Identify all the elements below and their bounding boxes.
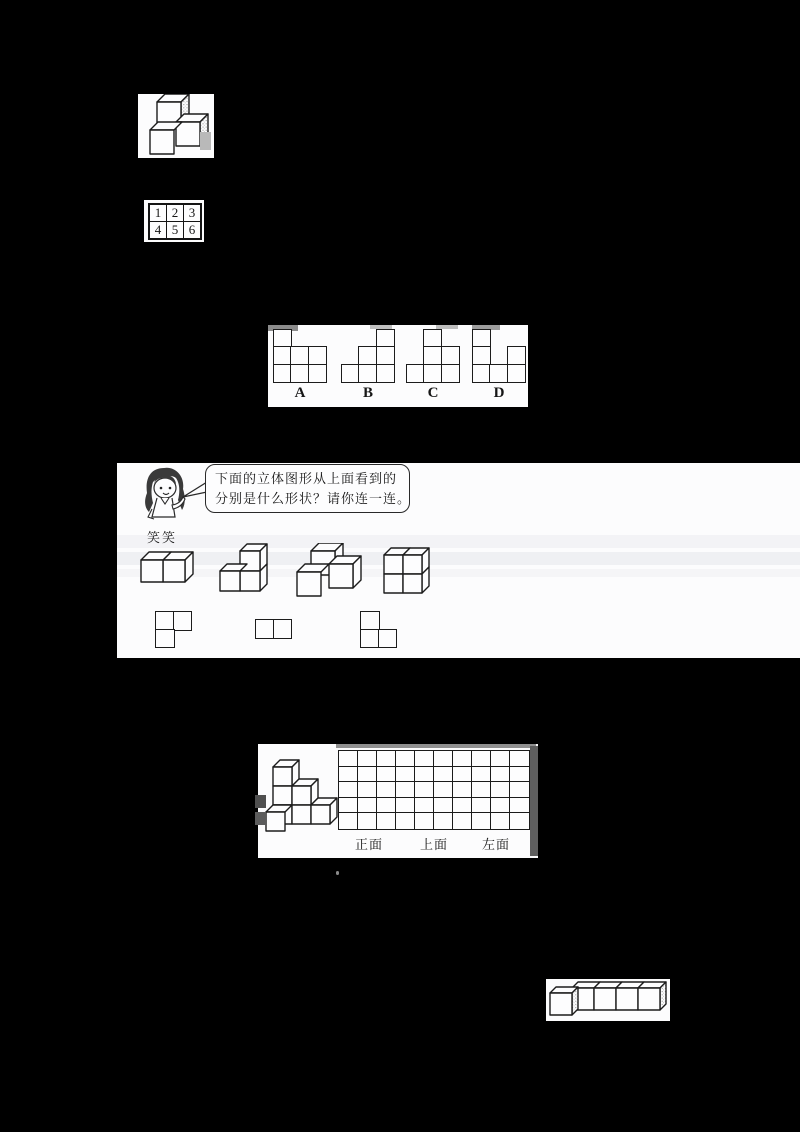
poly-cell [341, 364, 360, 383]
grid-cell [415, 782, 434, 798]
poly-cell [423, 364, 442, 383]
grid-cell [453, 798, 472, 814]
grid-cell [358, 798, 377, 814]
grid-cell [510, 767, 529, 783]
grid-cell [491, 798, 510, 814]
table-cell: 5 [167, 222, 184, 240]
poly-cell [472, 346, 491, 365]
scan-smudge [200, 132, 211, 150]
poly-cell [273, 619, 293, 639]
speech-bubble [205, 464, 410, 513]
grid-cell [472, 782, 491, 798]
grid-cell [377, 813, 396, 829]
xiaoxiao-task-patch [117, 463, 800, 658]
poly-cell [290, 364, 309, 383]
grid-cell [377, 798, 396, 814]
grid-cell [472, 751, 491, 767]
number-table-patch [144, 200, 204, 242]
poly-cell [173, 611, 193, 631]
grid-cell [434, 813, 453, 829]
view-label-left: 左面 [481, 837, 511, 852]
view-label-top: 上面 [419, 837, 449, 852]
poly-cell [290, 346, 309, 365]
grid-cell [377, 751, 396, 767]
poly-cell [360, 611, 380, 631]
option-label-c: C [427, 385, 439, 401]
stray-dot [336, 871, 339, 875]
poly-cell [441, 346, 460, 365]
grid-cell [396, 813, 415, 829]
poly-cell [378, 629, 398, 649]
grid-cell [377, 767, 396, 783]
drawing-grid[interactable] [338, 750, 530, 830]
grid-cell [358, 813, 377, 829]
table-cell: 2 [167, 204, 184, 222]
scan-smudge [530, 746, 538, 856]
scan-smudge [255, 795, 266, 808]
grid-cell [339, 767, 358, 783]
speaker-name: 笑笑 [147, 530, 178, 545]
grid-cell [339, 751, 358, 767]
row-cubes-patch [546, 979, 670, 1021]
grid-cell [510, 782, 529, 798]
grid-cell [358, 767, 377, 783]
grid-cell [396, 798, 415, 814]
poly-cell [358, 346, 377, 365]
grid-cell [339, 813, 358, 829]
grid-cell [415, 798, 434, 814]
options-strip-patch [268, 325, 528, 407]
cubes-l-figure-patch [138, 94, 214, 158]
view-label-front: 正面 [354, 837, 384, 852]
poly-cell [360, 629, 380, 649]
solid-l-three-cubes-icon [218, 543, 270, 593]
grid-cell [339, 782, 358, 798]
grid-cell [358, 751, 377, 767]
poly-cell [376, 346, 395, 365]
poly-cell [255, 619, 275, 639]
views-task-patch [258, 744, 538, 858]
grid-cell [510, 751, 529, 767]
poly-cell [376, 329, 395, 348]
table-cell: 3 [184, 204, 202, 222]
table-cell: 1 [149, 204, 167, 222]
grid-cell [491, 782, 510, 798]
option-label-d: D [493, 385, 505, 401]
poly-cell [273, 329, 292, 348]
poly-cell [273, 346, 292, 365]
grid-cell [434, 767, 453, 783]
grid-cell [396, 751, 415, 767]
grid-cell [396, 767, 415, 783]
grid-cell [472, 813, 491, 829]
poly-cell [507, 364, 526, 383]
poly-cell [376, 364, 395, 383]
poly-cell [273, 364, 292, 383]
grid-cell [358, 782, 377, 798]
grid-cell [434, 798, 453, 814]
grid-cell [472, 767, 491, 783]
table-cell: 4 [149, 222, 167, 240]
poly-cell [441, 364, 460, 383]
option-label-a: A [294, 385, 306, 401]
poly-cell [308, 346, 327, 365]
poly-cell [155, 629, 175, 649]
solid-step-three-cubes-icon [293, 543, 363, 599]
poly-cell [423, 329, 442, 348]
grid-cell [453, 767, 472, 783]
option-label-b: B [362, 385, 374, 401]
table-cell: 6 [184, 222, 202, 240]
poly-cell [308, 364, 327, 383]
number-table [148, 203, 202, 240]
grid-cell [339, 798, 358, 814]
solid-two-cubes-icon [140, 547, 196, 591]
grid-cell [510, 798, 529, 814]
row-of-cubes-icon [546, 981, 670, 1019]
grid-cell [510, 813, 529, 829]
bubble-text-line1: 下面的立体图形从上面看到的 [215, 471, 398, 486]
poly-cell [472, 329, 491, 348]
grid-cell [415, 767, 434, 783]
grid-cell [453, 751, 472, 767]
grid-cell [472, 798, 491, 814]
poly-cell [423, 346, 442, 365]
grid-cell [491, 767, 510, 783]
grid-cell [415, 813, 434, 829]
poly-cell [472, 364, 491, 383]
solid-2x2-block-icon [383, 547, 431, 595]
grid-cell [491, 751, 510, 767]
speech-bubble-tail [181, 479, 207, 505]
grid-cell [434, 782, 453, 798]
poly-cell [406, 364, 425, 383]
grid-cell [434, 751, 453, 767]
scan-smudge [336, 744, 536, 748]
bubble-text-line2: 分别是什么形状？请你连一连。 [215, 491, 412, 506]
poly-cell [358, 364, 377, 383]
grid-cell [453, 813, 472, 829]
grid-cell [377, 782, 396, 798]
staircase-cubes-icon [260, 750, 338, 836]
grid-cell [453, 782, 472, 798]
poly-cell [489, 364, 508, 383]
scan-smudge [255, 812, 266, 825]
poly-cell [507, 346, 526, 365]
grid-cell [415, 751, 434, 767]
grid-cell [396, 782, 415, 798]
grid-cell [491, 813, 510, 829]
poly-cell [155, 611, 175, 631]
